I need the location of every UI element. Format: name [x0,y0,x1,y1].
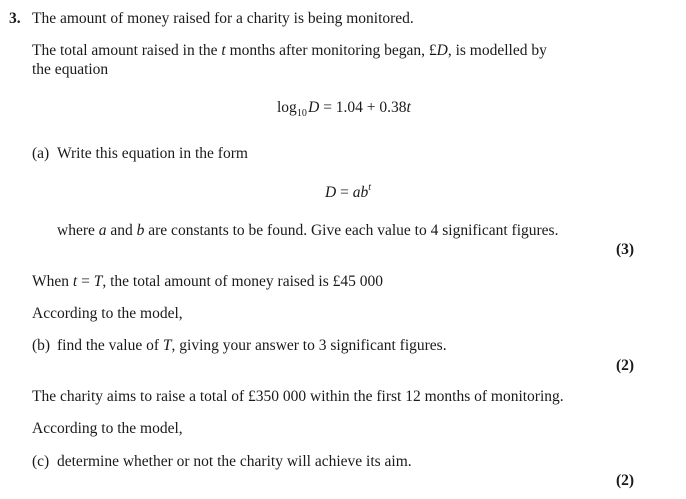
log-base: 10 [296,108,307,119]
log-text: log [277,99,297,116]
part-b-marks: (2) [616,357,635,374]
text: , giving your answer to 3 significant figures. [171,337,447,354]
question-intro: The amount of money raised for a charity is being monitored. [32,10,414,27]
part-c-aim: The charity aims to raise a total of £350 000 within the first 12 months of monitoring. [32,388,564,405]
variable-t: t [221,42,226,59]
part-c-text: determine whether or not the charity will achieve its aim. [57,453,412,470]
part-a-text: Write this equation in the form [57,145,248,162]
text: are constants to be found. Give each value to 4 significant figures. [144,222,559,239]
equals: = [336,184,353,201]
variable-D: D [436,42,448,59]
text: and [106,222,137,239]
part-a-label: (a) [32,145,50,162]
question-number: 3. [9,10,21,27]
variable-b: b [136,222,145,239]
part-a-marks: (3) [616,241,635,258]
text: When [32,273,73,290]
according-to-model-b: According to the model, [32,305,183,322]
part-a-form [325,184,371,202]
text: , the total amount of money raised is £45 000 [102,273,384,290]
model-description-line1 [32,42,547,60]
part-c-label: (c) [32,453,50,470]
part-b-condition [32,273,383,291]
text: The total amount raised in the [32,42,222,59]
model-description-line2: the equation [32,61,109,78]
model-equation [277,99,411,117]
equation-rhs: = 1.04 + 0.38 [319,99,407,116]
variable-T: T [93,273,103,290]
part-b-label: (b) [32,337,51,354]
variable-D: D [308,99,320,116]
part-b-text [57,337,447,355]
text: , is modelled by [447,42,547,59]
exponent-t: t [368,182,371,193]
part-c-marks: (2) [616,472,635,489]
variable-D: D [325,184,337,201]
variable-t: t [406,99,411,116]
variable-a: a [98,222,107,239]
variable-t: t [72,273,78,290]
text: months after monitoring began, £ [225,42,437,59]
variable-T: T [162,337,172,354]
part-a-instruction [57,222,558,240]
text: find the value of [57,337,163,354]
variable-ab: ab [352,184,369,201]
according-to-model-c: According to the model, [32,420,183,437]
equals: = [77,273,94,290]
text: where [57,222,99,239]
